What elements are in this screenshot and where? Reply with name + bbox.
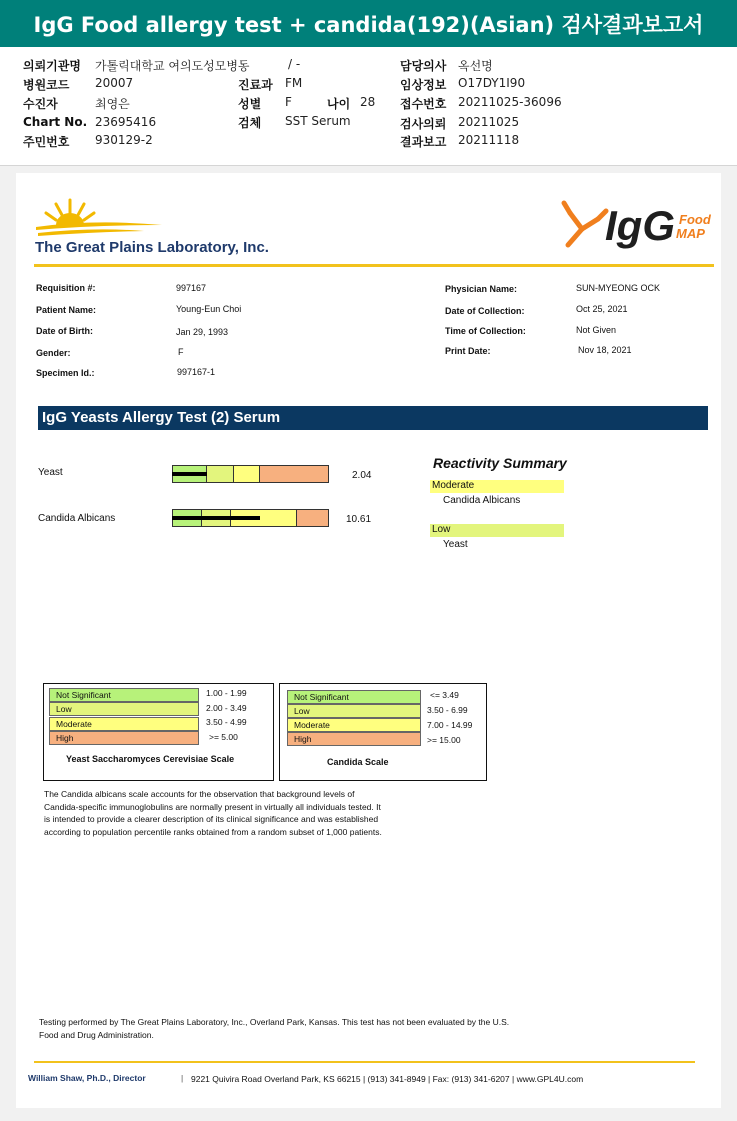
result-indicator (172, 472, 207, 476)
scale-range: 7.00 - 14.99 (427, 720, 473, 730)
summary-level-moderate: Moderate (430, 480, 564, 493)
bar-segment (234, 466, 260, 482)
footer-separator: | (181, 1073, 184, 1083)
header-value: 28 (360, 95, 376, 109)
scale-range: 3.50 - 4.99 (206, 717, 247, 727)
result-name: Candida Albicans (38, 513, 116, 524)
disclaimer-line: Testing performed by The Great Plains Laboratory, Inc., Overland Park, Kansas. This test has not been evaluated by the U.S. (39, 1017, 510, 1027)
bar-segment (297, 510, 328, 526)
report-title-bar (0, 0, 737, 47)
patient-header (0, 47, 737, 166)
bar-segment (260, 466, 328, 482)
scale-range: 2.00 - 3.49 (206, 703, 247, 713)
info-value: Nov 18, 2021 (578, 345, 632, 355)
header-value: 20211025 (458, 115, 520, 129)
candida-scale-box (279, 683, 487, 781)
note-line: is intended to provide a clearer description of its clinical significance and was established (44, 814, 379, 824)
scale-range: >= 5.00 (209, 732, 238, 742)
info-label: Patient Name: (36, 305, 97, 315)
header-label: 성별 (238, 97, 262, 111)
note-line: Candida-specific immunoglobulins are normally present in virtually all individuals tested. It (44, 801, 381, 812)
report-page (16, 173, 721, 1108)
info-value: Oct 25, 2021 (576, 304, 628, 314)
summary-level-low: Low (430, 524, 564, 537)
info-value: SUN-MYEONG OCK (576, 283, 661, 293)
header-label: 담당의사 (400, 59, 447, 73)
header-label: 나이 (327, 97, 351, 111)
scale-row: Moderate (49, 717, 199, 731)
info-label: Physician Name: (445, 284, 518, 294)
header-label: 진료과 (238, 78, 273, 92)
scale-caption: Candida Scale (327, 757, 389, 767)
disclaimer (39, 1016, 509, 1041)
header-label: 접수번호 (400, 97, 447, 111)
header-label: 임상정보 (400, 78, 447, 92)
summary-item: Candida Albicans (443, 495, 521, 506)
scale-row: High (287, 732, 421, 746)
header-value: SST Serum (285, 114, 351, 128)
sun-logo-icon (34, 195, 164, 239)
result-value: 10.61 (346, 514, 372, 525)
result-name: Yeast (38, 467, 63, 478)
scale-row: Low (49, 702, 199, 716)
note-line: The Candida albicans scale accounts for the observation that background levels of (44, 789, 355, 799)
brand-food: Food (679, 212, 711, 227)
info-value: Jan 29, 1993 (176, 327, 229, 337)
header-label: Chart No. (23, 115, 88, 129)
scale-row: High (49, 731, 199, 745)
header-divider (34, 264, 714, 267)
result-value: 2.04 (352, 470, 372, 481)
header-label: 의뢰기관명 (23, 59, 81, 73)
header-value: F (285, 95, 292, 109)
header-value: 20211025-36096 (458, 95, 562, 109)
section-title: IgG Yeasts Allergy Test (2) Serum (42, 409, 281, 426)
summary-item: Yeast (443, 539, 468, 550)
header-value: 최영은 (95, 97, 130, 111)
header-label: 검사의뢰 (400, 117, 447, 131)
scale-row: Not Significant (287, 690, 421, 704)
info-value: F (178, 347, 184, 357)
info-label: Requisition #: (36, 283, 96, 293)
info-label: Time of Collection: (445, 326, 526, 336)
scale-range: <= 3.49 (430, 690, 459, 700)
section-header (38, 406, 708, 430)
header-label: 결과보고 (400, 135, 447, 149)
scale-row: Low (287, 704, 421, 718)
info-label: Date of Collection: (445, 306, 525, 316)
header-value: O17DY1I90 (458, 76, 526, 90)
info-value: Young-Eun Choi (176, 304, 242, 314)
result-indicator (172, 516, 260, 520)
scale-range: 3.50 - 6.99 (427, 705, 468, 715)
brand-map: MAP (676, 226, 705, 241)
lab-name: The Great Plains Laboratory, Inc. (35, 239, 269, 256)
disclaimer-line: Food and Drug Administration. (39, 1029, 154, 1040)
footer-address: 9221 Quivira Road Overland Park, KS 66215 | (913) 341-8949 | Fax: (913) 341-6207 | www.GPL4U.com (191, 1074, 584, 1084)
info-value: 997167-1 (177, 367, 216, 377)
header-label: 주민번호 (23, 135, 70, 149)
scale-row: Not Significant (49, 688, 199, 702)
header-value: FM (285, 76, 303, 90)
header-label: 검체 (238, 116, 262, 130)
header-value: 23695416 (95, 115, 157, 129)
note-line: according to population percentile ranks obtained from a random subset of 1,000 patients. (44, 826, 382, 837)
antibody-logo-icon (560, 195, 610, 251)
header-label: 수진자 (23, 97, 58, 111)
header-value: 930129-2 (95, 133, 153, 147)
candida-note (44, 788, 382, 838)
bar-segment (207, 466, 234, 482)
info-label: Gender: (36, 348, 71, 358)
yeast-scale-box (43, 683, 274, 781)
footer-director: William Shaw, Ph.D., Director (28, 1073, 146, 1083)
info-label: Date of Birth: (36, 326, 93, 336)
info-label: Print Date: (445, 346, 491, 356)
header-value: 20211118 (458, 133, 520, 147)
header-value: / - (288, 57, 301, 71)
header-value: 20007 (95, 76, 134, 90)
footer-divider (34, 1061, 695, 1063)
header-label: 병원코드 (23, 78, 70, 92)
scale-range: 1.00 - 1.99 (206, 688, 247, 698)
report-title: IgG Food allergy test + candida(192)(Asian) 검사결과보고서 (33, 13, 704, 37)
info-value: Not Given (576, 325, 617, 335)
scale-row: Moderate (287, 718, 421, 732)
info-label: Specimen Id.: (36, 368, 95, 378)
scale-range: >= 15.00 (427, 735, 461, 745)
summary-title: Reactivity Summary (433, 455, 567, 471)
brand-igg: IgG (605, 202, 675, 249)
scale-caption: Yeast Saccharomyces Cerevisiae Scale (66, 754, 235, 764)
header-value: 옥선명 (458, 59, 493, 73)
header-value: 가톨릭대학교 여의도성모병동 (95, 59, 250, 73)
info-value: 997167 (176, 283, 207, 293)
